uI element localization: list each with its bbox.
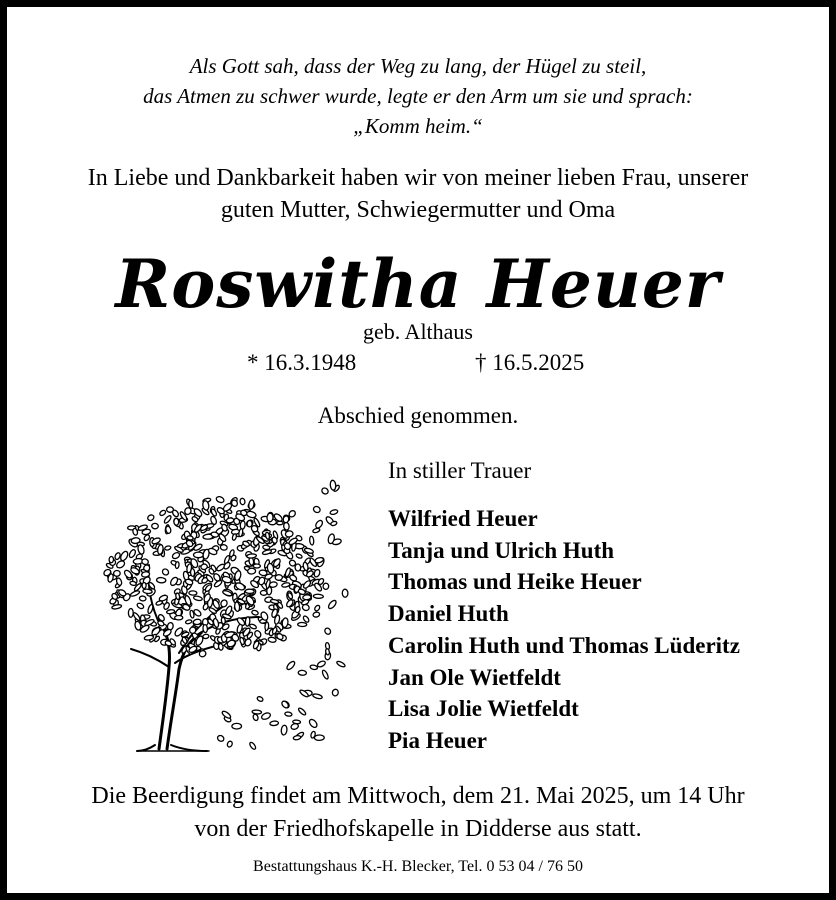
leaf-icon xyxy=(252,710,262,714)
leaf-icon xyxy=(166,609,174,614)
leaf-icon xyxy=(119,550,129,562)
leaf-icon xyxy=(175,561,180,568)
leaf-icon xyxy=(215,496,224,504)
leaf-icon xyxy=(226,517,234,523)
leaf-icon xyxy=(128,608,133,617)
leaf-icon xyxy=(327,599,337,610)
intro-text xyxy=(14,162,822,226)
poem-line: „Komm heim.“ xyxy=(353,114,483,138)
leaf-icon xyxy=(185,619,192,624)
mourner-name: Carolin Huth und Thomas Lüderitz xyxy=(388,632,740,658)
leaf-icon xyxy=(234,602,240,612)
leaf-icon xyxy=(290,723,299,730)
leaf-icon xyxy=(147,514,155,522)
leaf-icon xyxy=(285,712,293,717)
leaf-icon xyxy=(130,590,140,597)
leaf-icon xyxy=(174,518,179,525)
leaf-icon xyxy=(115,560,125,570)
leaf-icon xyxy=(171,551,180,559)
leaf-icon xyxy=(114,552,121,560)
leaf-icon xyxy=(283,515,290,523)
leaf-icon xyxy=(175,593,180,600)
leaf-icon xyxy=(282,618,289,628)
leaf-icon xyxy=(275,575,282,581)
leaf-icon xyxy=(296,553,303,559)
leaf-icon xyxy=(313,612,320,618)
leaf-icon xyxy=(164,545,171,550)
leaf-icon xyxy=(281,725,288,735)
leaf-icon xyxy=(141,558,149,565)
leaf-icon xyxy=(240,521,246,530)
leaf-icon xyxy=(245,589,254,593)
leaf-icon xyxy=(189,591,197,595)
leaf-icon xyxy=(152,523,159,529)
leaf-icon xyxy=(155,600,162,606)
leaf-icon xyxy=(324,627,332,635)
leaf-icon xyxy=(332,689,339,697)
leaf-icon xyxy=(210,508,217,517)
leaf-icon xyxy=(194,552,204,558)
leaf-icon xyxy=(298,707,307,716)
leaf-icon xyxy=(323,583,329,590)
leaf-icon xyxy=(330,480,336,490)
funeral-info xyxy=(14,780,822,846)
leaf-icon xyxy=(113,570,120,576)
leaf-icon xyxy=(314,735,324,741)
mourning-label: In stiller Trauer xyxy=(388,458,532,483)
leaf-icon xyxy=(163,515,172,524)
leaf-icon xyxy=(308,718,318,729)
leaf-icon xyxy=(267,513,273,522)
leaf-icon xyxy=(132,612,141,622)
leaf-icon xyxy=(310,664,318,670)
mourner-name: Lisa Jolie Wietfeldt xyxy=(388,696,579,722)
leaf-icon xyxy=(171,509,179,518)
leaf-icon xyxy=(201,564,208,570)
leaf-icon xyxy=(216,734,224,742)
leaf-icon xyxy=(252,714,259,722)
windblown-tree-icon xyxy=(97,457,357,757)
leaf-icon xyxy=(247,568,255,574)
leaf-icon xyxy=(139,596,146,602)
mourner-name: Wilfried Heuer xyxy=(388,506,538,531)
mourner-name: Thomas und Heike Heuer xyxy=(388,569,642,595)
leaf-icon xyxy=(128,549,136,559)
leaf-icon xyxy=(193,595,202,601)
leaf-icon xyxy=(226,740,233,747)
leaf-icon xyxy=(187,535,194,540)
leaf-icon xyxy=(141,571,150,578)
leaf-icon xyxy=(303,595,312,600)
leaf-icon xyxy=(159,509,167,516)
mourner-name: Tanja und Ulrich Huth xyxy=(388,537,615,563)
leaf-icon xyxy=(330,509,339,515)
leaf-icon xyxy=(262,549,272,555)
farewell-text: Abschied genommen. xyxy=(317,403,519,428)
leaf-icon xyxy=(247,521,252,527)
mourner-name: Pia Heuer xyxy=(388,727,487,753)
leaf-icon xyxy=(302,604,310,612)
leaf-icon xyxy=(221,710,232,719)
intro-line: In Liebe und Dankbarkeit haben wir von meiner lieben Frau, unserer xyxy=(87,165,749,191)
leaf-icon xyxy=(220,544,228,550)
mourner-name: Daniel Huth xyxy=(388,601,509,627)
leaf-icon xyxy=(143,589,153,594)
funeral-home-contact: Bestattungshaus K.-H. Blecker, Tel. 0 53 04 / 76 50 xyxy=(253,858,583,875)
leaf-icon xyxy=(251,610,258,616)
leaf-icon xyxy=(147,604,154,614)
leaf-icon xyxy=(312,505,321,513)
leaf-icon xyxy=(325,648,330,655)
leaf-icon xyxy=(218,643,224,650)
leaf-icon xyxy=(249,741,257,750)
leaf-icon xyxy=(175,615,183,620)
leaf-icon xyxy=(321,487,330,495)
maiden-name: geb. Althaus xyxy=(363,319,473,344)
mourner-name: Jan Ole Wietfeldt xyxy=(388,664,561,690)
poem-line: Als Gott sah, dass der Weg zu lang, der Hügel zu steil, xyxy=(189,54,647,78)
leaf-icon xyxy=(136,602,144,610)
leaf-icon xyxy=(277,521,284,525)
leaf-icon xyxy=(342,589,348,597)
funeral-line: von der Friedhofskapelle in Didderse aus statt. xyxy=(194,816,642,842)
deceased-name: Roswitha Heuer xyxy=(115,245,721,323)
leaf-icon xyxy=(298,622,307,626)
leaf-icon xyxy=(286,660,296,671)
leaf-icon xyxy=(336,660,346,668)
leaf-icon xyxy=(131,537,140,543)
leaf-icon xyxy=(265,622,269,631)
leaf-icon xyxy=(256,696,263,703)
death-date: † 16.5.2025 xyxy=(475,350,585,375)
leaf-icon xyxy=(161,568,170,576)
leaf-icon xyxy=(260,590,267,595)
funeral-line: Die Beerdigung findet am Mittwoch, dem 21. Mai 2025, um 14 Uhr xyxy=(91,783,745,809)
leaf-icon xyxy=(109,556,114,562)
leaf-icon xyxy=(314,519,323,529)
leaf-icon xyxy=(245,617,250,627)
leaf-icon xyxy=(312,693,322,699)
leaf-icon xyxy=(285,530,293,537)
leaf-icon xyxy=(293,735,301,740)
leaf-icon xyxy=(317,660,327,668)
leaf-icon xyxy=(253,564,260,568)
leaf-icon xyxy=(254,630,262,639)
leaf-icon xyxy=(309,536,314,545)
poem xyxy=(14,51,822,141)
leaf-icon xyxy=(313,594,323,599)
leaf-icon xyxy=(289,574,298,582)
leaf-icon xyxy=(302,580,311,590)
leaf-icon xyxy=(156,577,166,583)
leaf-icon xyxy=(270,721,279,726)
leaf-icon xyxy=(240,498,246,505)
leaf-icon xyxy=(232,723,242,729)
leaf-icon xyxy=(247,554,257,559)
leaf-icon xyxy=(213,579,222,588)
leaf-icon xyxy=(298,670,307,675)
leaf-icon xyxy=(142,583,146,589)
leaf-icon xyxy=(269,581,278,587)
leaf-icon xyxy=(246,510,257,518)
poem-line: das Atmen zu schwer wurde, legte er den Arm um sie und sprach: xyxy=(143,84,693,108)
mourner-list xyxy=(388,503,740,757)
birth-date: * 16.3.1948 xyxy=(247,350,357,375)
leaf-icon xyxy=(193,619,201,625)
leaf-icon xyxy=(321,669,329,679)
leaf-icon xyxy=(314,604,321,611)
intro-line: guten Mutter, Schwiegermutter und Oma xyxy=(220,197,616,223)
leaf-icon xyxy=(203,624,208,632)
leaf-icon xyxy=(261,712,272,721)
